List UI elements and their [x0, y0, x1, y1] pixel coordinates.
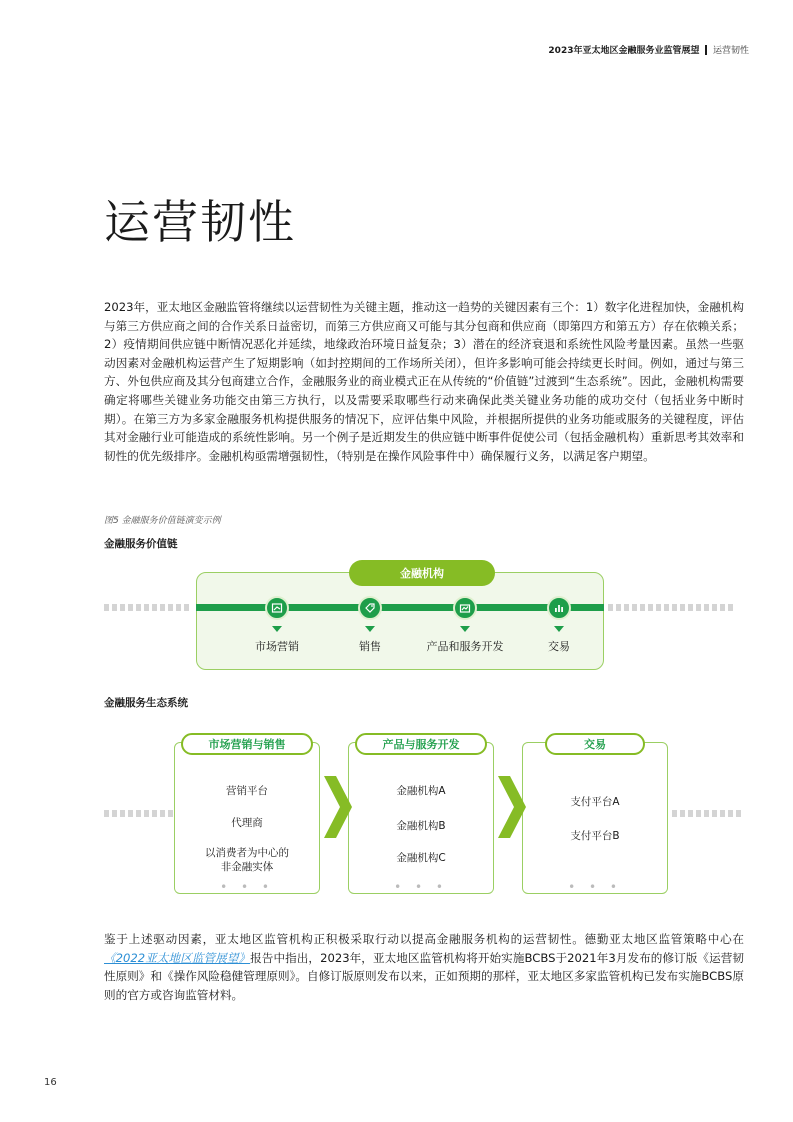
value-chain-step-label: 交易 [548, 640, 570, 653]
value-chain-center-label: 金融机构 [349, 560, 495, 586]
closing-text-start: 鉴于上述驱动因素，亚太地区监管机构正积极采取行动以提高金融服务机构的运营韧性。德勤亚太地区监管策略中心在 [104, 932, 744, 946]
ecosystem-item: 支付平台A [570, 796, 620, 808]
ecosystem-box-trading [522, 742, 668, 894]
running-header [548, 43, 749, 56]
ecosystem-item: 代理商 [231, 817, 263, 829]
figure-caption: 图5 金融服务价值链演变示例 [104, 516, 221, 526]
value-chain-dash-right [608, 604, 733, 611]
ecosystem-header-development: 产品与服务开发 [355, 733, 487, 755]
development-icon [453, 596, 477, 620]
ecosystem-title: 金融服务生态系统 [104, 697, 188, 709]
ecosystem-box-development [348, 742, 494, 894]
value-chain-dash-left [104, 604, 189, 611]
value-chain-pointer [365, 626, 375, 632]
value-chain-pointer [460, 626, 470, 632]
value-chain-step-label: 产品和服务开发 [426, 640, 504, 653]
closing-paragraph [104, 930, 744, 1004]
ecosystem-item: 金融机构B [396, 820, 446, 832]
tag-icon [358, 596, 382, 620]
ecosystem-item: 支付平台B [570, 830, 620, 842]
ecosystem-item: 营销平台 [226, 785, 268, 797]
header-title: 2023年亚太地区金融服务业监管展望 [548, 46, 700, 56]
ecosystem-item: 以消费者为中心的 [205, 847, 289, 859]
ecosystem-dash-right [672, 810, 741, 817]
ecosystem-item: 非金融实体 [220, 861, 274, 873]
value-chain-pointer [554, 626, 564, 632]
page-title: 运营韧性 [104, 195, 296, 249]
header-divider [705, 45, 707, 55]
header-section: 运营韧性 [712, 46, 749, 56]
value-chain-pointer [272, 626, 282, 632]
ecosystem-dash-left [104, 810, 173, 817]
page-number: 16 [44, 1077, 57, 1088]
more-indicator: • • • [220, 880, 274, 894]
ecosystem-header-marketing-sales: 市场营销与销售 [181, 733, 313, 755]
ecosystem-item: 金融机构C [396, 852, 446, 864]
ecosystem-item: 金融机构A [396, 785, 446, 797]
marketing-icon [265, 596, 289, 620]
value-chain-line [196, 604, 604, 611]
more-indicator: • • • [394, 880, 448, 894]
closing-text-end: 报告中指出，2023年，亚太地区监管机构将开始实施BCBS于2021年3月发布的修订版《运营韧性原则》和《操作风险稳健管理原则》。自修订版原则发布以来，正如预期的那样，亚太地区多家监管机构已发布实施BCBS原则的官方或咨询监管材料。 [104, 950, 744, 1002]
value-chain-step-label: 销售 [359, 640, 381, 653]
intro-paragraph: 2023年，亚太地区金融监管将继续以运营韧性为关键主题，推动这一趋势的关键因素有三个：1）数字化进程加快，金融机构与第三方供应商之间的合作关系日益密切，而第三方供应商又可能与其分包商和供应商（即第四方和第五方）存在依赖关系；2）疫情期间供应链中断情况恶化并延续，地缘政治环境日益复杂；3）潜在的经济衰退和系统性风险考量因素。虽然一些驱动因素对金融机构运营产生了短期影响（如封控期间的工作场所关闭），但许多影响可能会持续更长时间。例如，通过与第三方、外包供应商及其分包商建立合作，金融服务业的商业模式正在从传统的“价值链”过渡到“生态系统”。因此，金融机构需要确定将哪些关键业务功能交由第三方执行，以及需要采取哪些行动来确保此类关键业务功能的成功交付（包括业务中断时期）。在第三方为多家金融服务机构提供服务的情况下，应评估集中风险，并根据所提供的业务功能或服务的关键程度，评估其对金融行业可能造成的系统性影响。另一个例子是近期发生的供应链中断事件促使公司（包括金融机构）重新思考其效率和韧性的优先级排序。金融机构亟需增强韧性，（特别是在操作风险事件中）确保履行义务，以满足客户期望。 [104, 300, 744, 463]
ecosystem-header-trading: 交易 [545, 733, 645, 755]
report-link[interactable]: 《2022亚太地区监管展望》 [104, 950, 251, 965]
bar-chart-icon [547, 596, 571, 620]
more-indicator: • • • [568, 880, 622, 894]
value-chain-title: 金融服务价值链 [104, 538, 178, 550]
value-chain-box [196, 572, 604, 670]
value-chain-step-label: 市场营销 [255, 640, 299, 653]
